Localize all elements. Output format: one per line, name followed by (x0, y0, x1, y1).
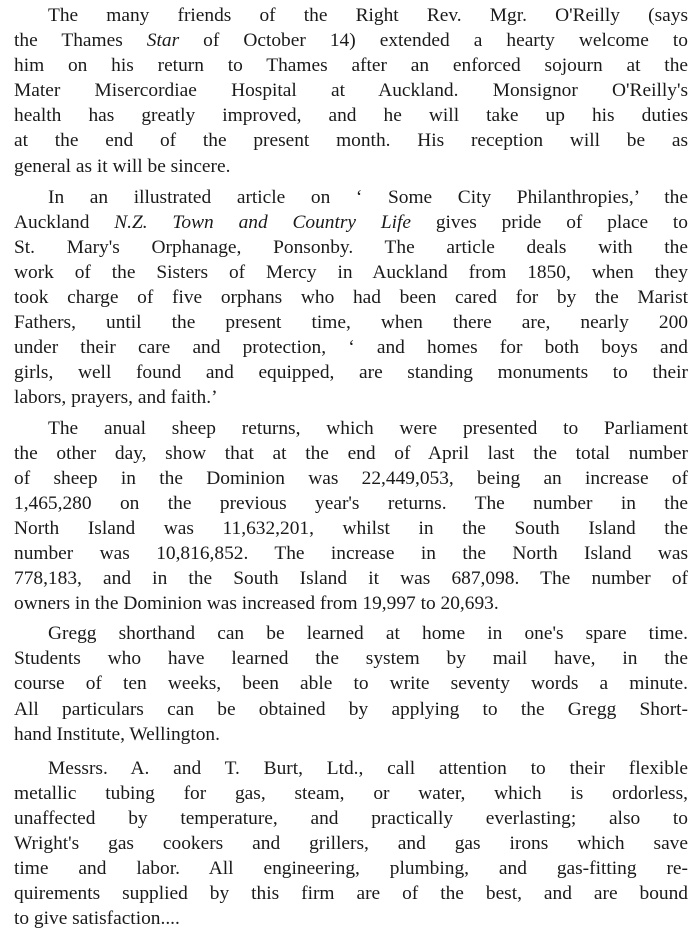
paragraph-burt-advertisement (14, 756, 688, 931)
text-line (14, 671, 688, 696)
text-run: general as it will be sincere. (14, 155, 231, 177)
text-run: All particulars can be obtained by applying to the Gregg Short- (14, 698, 688, 720)
text-run: at the end of the present month. His reception will be as (14, 130, 688, 152)
text-line (14, 53, 688, 78)
text-run: Gregg shorthand can be learned at home in one's spare time. (48, 623, 688, 645)
text-run: of sheep in the Dominion was 22,449,053, being an increase of (14, 467, 688, 489)
text-run: In an illustrated article on ‘ Some City Philanthropies,’ the (48, 186, 688, 208)
text-line (14, 881, 688, 906)
text-line (14, 566, 688, 591)
text-line (14, 103, 688, 128)
text-line (14, 906, 688, 931)
paragraph-city-philanthropies (14, 185, 688, 411)
text-run: to give satisfaction.... (14, 908, 180, 930)
text-run: North Island was 11,632,201, whilst in the South Island the (14, 517, 688, 539)
text-run: Mater Misercordiae Hospital at Auckland. Monsignor O'Reilly's (14, 80, 688, 102)
text-run: Wright's gas cookers and grillers, and gas irons which save (14, 833, 688, 854)
text-run: St. Mary's Orphanage, Ponsonby. The article deals with the (14, 236, 688, 258)
italic-title: N.Z. Town and Country Life (114, 211, 412, 233)
text-line (14, 3, 688, 28)
text-line (14, 722, 688, 747)
text-line (14, 491, 688, 516)
text-run: The anual sheep returns, which were presented to Parliament (48, 417, 688, 439)
text-run: the Thames (14, 30, 147, 52)
text-run: 1,465,280 on the previous year's returns. The number in the (14, 492, 688, 514)
text-line (14, 310, 688, 335)
text-line (14, 541, 688, 566)
text-line (14, 285, 688, 310)
text-line (14, 856, 688, 881)
text-run: the other day, show that at the end of April last the total number (14, 442, 688, 464)
text-line (14, 697, 688, 722)
text-run: owners in the Dominion was increased from 19,997 to 20,693. (14, 593, 499, 615)
text-run: health has greatly improved, and he will take up his duties (14, 105, 688, 127)
text-line (14, 621, 688, 646)
text-line (14, 416, 688, 441)
text-run: labors, prayers, and faith.’ (14, 387, 218, 409)
text-line (14, 646, 688, 671)
text-run: unaffected by temperature, and practically everlasting; also to (14, 807, 688, 829)
text-line (14, 154, 688, 179)
text-run: quirements supplied by this firm are of the best, and are bound (14, 883, 688, 905)
text-run: number was 10,816,852. The increase in the North Island was (14, 542, 688, 564)
text-line (14, 235, 688, 260)
text-line (14, 466, 688, 491)
text-line (14, 441, 688, 466)
text-run: metallic tubing for gas, steam, or water, which is ordorless, (14, 782, 688, 804)
text-line (14, 185, 688, 210)
text-line (14, 516, 688, 541)
text-line (14, 78, 688, 103)
text-line (14, 260, 688, 285)
paragraph-sheep-returns (14, 416, 688, 617)
paragraph-gregg-shorthand (14, 621, 688, 746)
text-run: girls, well found and equipped, are standing monuments to their (14, 362, 688, 384)
text-run: The many friends of the Right Rev. Mgr. O'Reilly (says (48, 5, 688, 26)
text-run: hand Institute, Wellington. (14, 723, 220, 745)
text-line (14, 335, 688, 360)
text-line (14, 210, 688, 235)
text-line (14, 756, 688, 781)
text-run: time and labor. All engineering, plumbing, and gas-fitting re- (14, 858, 688, 880)
text-run: him on his return to Thames after an enforced sojourn at the (14, 55, 688, 77)
text-run: course of ten weeks, been able to write seventy words a minute. (14, 673, 688, 695)
text-run: under their care and protection, ‘ and homes for both boys and (14, 337, 688, 359)
text-run: Fathers, until the present time, when there are, nearly 200 (14, 312, 688, 334)
italic-title: Star (146, 30, 180, 52)
text-line (14, 831, 688, 856)
text-run: 778,183, and in the South Island it was 687,098. The number of (14, 568, 688, 590)
text-run: Students who have learned the system by mail have, in the (14, 648, 688, 670)
text-line (14, 781, 688, 806)
paragraph-oreilly-return (14, 0, 688, 179)
text-run: Auckland (14, 211, 115, 233)
text-line (14, 591, 688, 616)
text-line (14, 360, 688, 385)
text-run: of October 14) extended a hearty welcome to (179, 30, 688, 52)
text-line (14, 28, 688, 53)
text-line (14, 385, 688, 410)
text-line (14, 806, 688, 831)
text-line (14, 128, 688, 153)
text-run: took charge of five orphans who had been cared for by the Marist (14, 287, 688, 309)
text-run: Messrs. A. and T. Burt, Ltd., call attention to their flexible (48, 757, 688, 779)
text-run: gives pride of place to (411, 211, 688, 233)
text-run: work of the Sisters of Mercy in Auckland from 1850, when they (14, 261, 688, 283)
